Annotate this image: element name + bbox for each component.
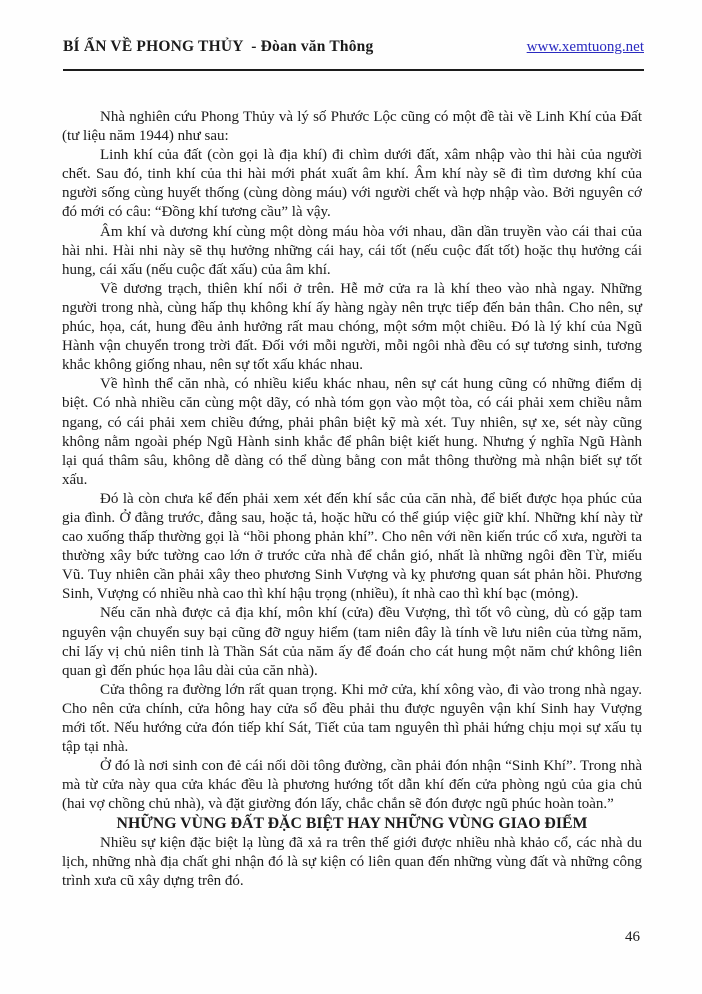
paragraph: Cửa thông ra đường lớn rất quan trọng. Khi mở cửa, khí xông vào, đi vào trong nhà ngay. Cho nên cửa chính, cửa hông hay cửa sổ đều phải thu được nguyên vận khí Sinh hay Vượng mới tốt. Nếu hướng cửa đón tiếp khí Sát, Tiết của tam nguyên thì phải hứng chịu mọi sự xấu tụ tập tại nhà. [62,681,642,756]
paragraph: Âm khí và dương khí cùng một dòng máu hòa với nhau, dần dần truyền vào cái thai của hài nhi. Hài nhi này sẽ thụ hưởng những cái hay, cái tốt (nếu cuộc đất tốt) hoặc thụ hưởng cái hung, cái xấu (nếu cuộc đất xấu) của âm khí. [62,223,642,278]
page-number: 46 [625,929,640,945]
header-divider [63,69,644,71]
paragraph: Đó là còn chưa kể đến phải xem xét đến khí sắc của căn nhà, để biết được họa phúc của gia đình. Ở đằng trước, đằng sau, hoặc tả, hoặc hữu có thể giúp việc giữ khí. Những khí này từ cao xuống thấp thường gọi là “hồi phong phản khí”. Cho nên với nền kiến trúc cổ xưa, người ta thường xây bức tường cao lớn ở trước cửa nhà để chắn gió, nhất là những ngôi đền Từ, miếu Vũ. Tuy nhiên cần phải xây theo phương Sinh Vượng và kỵ phương quan sát phản hồi. Phương Sinh, Vượng có nhiều nhà cao thì khí hậu trọng (nhiều), ít nhà cao thì khí bạc (mỏng). [62,490,642,603]
body-text [62,108,642,891]
book-title: BÍ ẨN VỀ PHONG THỦY - Đòan văn Thông [63,38,374,55]
paragraph: Nhà nghiên cứu Phong Thủy và lý số Phước Lộc cũng có một đề tài về Linh Khí của Đất (tư liệu năm 1944) như sau: [62,109,642,145]
paragraph: Về hình thể căn nhà, có nhiều kiểu khác nhau, nên sự cát hung cũng có những điểm dị biệt. Có nhà nhiều căn cùng một dãy, có nhà tóm gọn vào một tòa, có cái phải xem chiều nằm ngang, có cái phải xem chiều đứng, phải phân biệt kỹ mà xét. Tuy nhiên, sự xe, sét này cũng không nằm ngoài phép Ngũ Hành sinh khắc để phân biệt kiết hung. Nhưng ý nghĩa Ngũ Hành lại quá thâm sâu, không dễ dàng có thể dùng bằng con mắt thông thường mà nhận biết sự tốt xấu. [62,376,642,488]
page-header [63,38,644,56]
paragraph: Nếu căn nhà được cả địa khí, môn khí (cửa) đều Vượng, thì tốt vô cùng, dù có gặp tam nguyên vận chuyển suy bại cũng đỡ nguy hiểm (tam niên đây là tính về lưu niên của từng năm, chỉ lấy vị chủ niên tinh là Thần Sát của năm ấy để đoán cho cát hung một năm chứ không liên quan gì đến phúc họa lâu dài của căn nhà). [62,605,642,679]
paragraph: Về dương trạch, thiên khí nổi ở trên. Hễ mở cửa ra là khí theo vào nhà ngay. Những người trong nhà, cùng hấp thụ không khí ấy hàng ngày nên trực tiếp đến bản thân. Cho nên, sự phúc, họa, cát, hung đều ảnh hưởng rất mau chóng, một sớm một chiều. Đó là lý khí của Ngũ Hành vận chuyển trong trời đất. Đối với mỗi người, mỗi ngôi nhà đều có sự tương sinh, tương khắc không giống nhau, nên sự tốt xấu khác nhau. [62,280,642,374]
closing-paragraph: Nhiều sự kiện đặc biệt lạ lùng đã xả ra trên thế giới được nhiều nhà khảo cổ, các nhà du lịch, những nhà địa chất ghi nhận đó là sự kiện có liên quan đến những vùng đất và những công trình xưa cũ xây dựng trên đó. [62,834,642,889]
paragraph: Linh khí của đất (còn gọi là địa khí) đi chìm dưới đất, xâm nhập vào thi hài của người chết. Sau đó, tinh khí của thi hài mới phát xuất âm khí. Âm khí này sẽ đi tìm dương khí của người sống cùng huyết thống (cùng dòng máu) với người chết và hợp nhập vào. Bởi nguyên cớ đó mới có câu: “Đồng khí tương cầu” là vậy. [62,147,642,221]
website-link[interactable]: www.xemtuong.net [526,39,644,55]
section-heading: NHỮNG VÙNG ĐẤT ĐẶC BIỆT HAY NHỮNG VÙNG GIAO ĐIỂM [116,815,588,833]
paragraph: Ở đó là nơi sinh con đẻ cái nối dõi tông đường, cần phải đón nhận “Sinh Khí”. Trong nhà mà từ cửa này qua cửa khác đều là phương hướng tốt dẫn khí đến cửa phòng ngủ của gia chủ (hai vợ chồng chủ nhà), và đặt giường đón lấy, chắc chắn sẽ đón được ngũ phúc hoàn toàn.” [62,758,642,813]
